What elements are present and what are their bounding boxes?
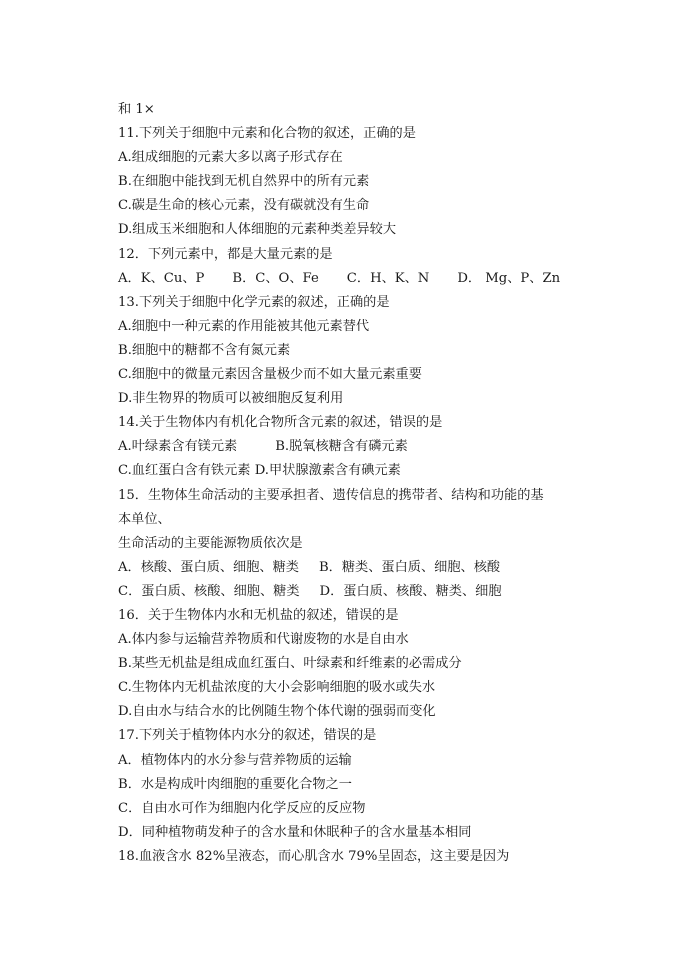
question-12-options — [118, 267, 608, 291]
question-12-stem: 12．下列元素中，都是大量元素的是 — [118, 246, 333, 262]
question-17-option-c: C．自由水可作为细胞内化学反应的反应物 — [118, 800, 366, 816]
question-12-option-b: B．C、O、Fe — [232, 270, 319, 286]
question-15-options-ab — [118, 556, 608, 580]
question-11-stem: 11.下列关于细胞中元素和化合物的叙述，正确的是 — [118, 126, 416, 142]
question-16-option-a: A.体内参与运输营养物质和代谢废物的水是自由水 — [118, 632, 409, 648]
question-14-stem: 14.关于生物体内有机化合物所含元素的叙述，错误的是 — [118, 415, 443, 431]
question-11-option-c: C.碳是生命的核心元素，没有碳就没有生命 — [118, 198, 370, 214]
question-12-option-c: C．H、K、N — [346, 270, 430, 286]
question-16-stem: 16．关于生物体内水和无机盐的叙述，错误的是 — [118, 607, 399, 623]
question-16-option-d: D.自由水与结合水的比例随生物个体代谢的强弱而变化 — [118, 704, 436, 720]
question-15-options-cd — [118, 580, 608, 604]
question-14-options-ab — [118, 435, 608, 459]
question-13-stem: 13.下列关于细胞中化学元素的叙述，正确的是 — [118, 294, 390, 310]
question-16-option-b: B.某些无机盐是组成血红蛋白、叶绿素和纤维素的必需成分 — [118, 656, 462, 672]
question-13-option-a: A.细胞中一种元素的作用能被其他元素替代 — [118, 318, 370, 334]
question-13-option-b: B.细胞中的糖都不含有氮元素 — [118, 342, 291, 358]
question-15-option-a: A．核酸、蛋白质、细胞、糖类 — [118, 559, 299, 575]
question-15-option-d: D．蛋白质、核酸、糖类、细胞 — [319, 583, 502, 599]
question-17-option-a: A．植物体内的水分参与营养物质的运输 — [118, 752, 352, 768]
question-14-option-b: B.脱氧核糖含有磷元素 — [275, 439, 408, 455]
question-15-stem-line-1: 15．生物体生命活动的主要承担者、遗传信息的携带者、结构和功能的基 — [118, 487, 544, 503]
question-15-option-c: C．蛋白质、核酸、细胞、糖类 — [118, 583, 300, 599]
question-13-option-d: D.非生物界的物质可以被细胞反复利用 — [118, 391, 344, 407]
question-16-option-c: C.生物体内无机盐浓度的大小会影响细胞的吸水或失水 — [118, 680, 436, 696]
question-18-stem: 18.血液含水 82%呈液态，而心肌含水 79%呈固态，这主要是因为 — [118, 848, 510, 864]
question-11-option-b: B.在细胞中能找到无机自然界中的所有元素 — [118, 174, 370, 190]
question-17-option-d: D．同种植物萌发种子的含水量和休眠种子的含水量基本相同 — [118, 824, 472, 840]
question-14-options-cd: C.血红蛋白含有铁元素 D.甲状腺激素含有碘元素 — [118, 463, 401, 479]
question-11-option-d: D.组成玉米细胞和人体细胞的元素种类差异较大 — [118, 222, 397, 238]
question-11-option-a: A.组成细胞的元素大多以离子形式存在 — [118, 150, 343, 166]
question-15-option-b: B．糖类、蛋白质、细胞、核酸 — [318, 559, 501, 575]
question-13-option-c: C.细胞中的微量元素因含量极少而不如大量元素重要 — [118, 367, 422, 383]
question-12-option-a: A．K、Cu、P — [118, 270, 205, 286]
question-14-option-a: A.叶绿素含有镁元素 — [118, 439, 238, 455]
question-17-stem: 17.下列关于植物体内水分的叙述，错误的是 — [118, 728, 377, 744]
question-15-stem-line-2: 本单位、 — [118, 511, 171, 527]
text-line: 和 1× — [118, 102, 155, 117]
question-text-block — [118, 98, 608, 869]
question-17-option-b: B．水是构成叶肉细胞的重要化合物之一 — [118, 776, 352, 792]
question-12-option-d: D． Mg、P、Zn — [457, 270, 561, 286]
question-15-stem-line-3: 生命活动的主要能源物质依次是 — [118, 535, 303, 551]
